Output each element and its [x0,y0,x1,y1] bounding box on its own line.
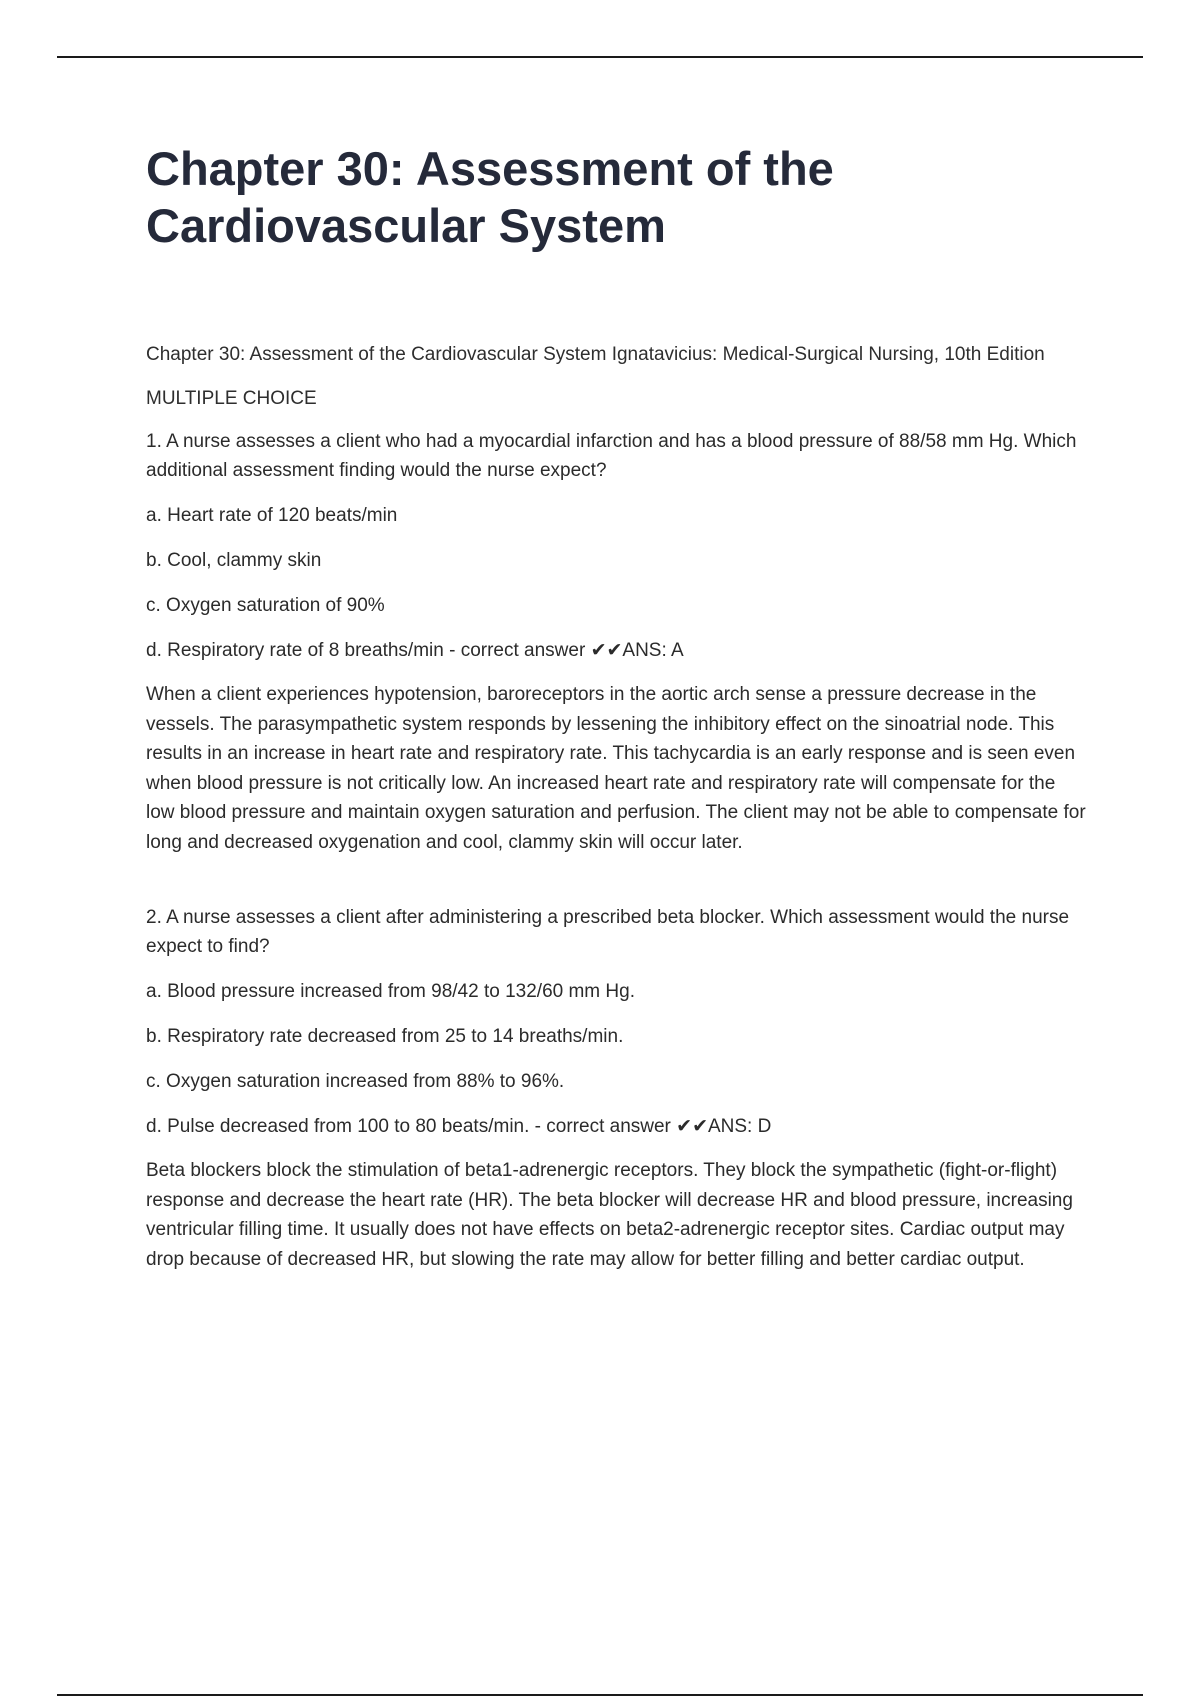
question-2 [146,903,1086,1274]
answer-note: - correct answer ✔✔ANS: D [529,1116,772,1137]
document-subtitle: Chapter 30: Assessment of the Cardiovascular System Ignatavicius: Medical-Surgical Nursing, 10th Edition [146,344,1045,365]
option-d-text: d. Respiratory rate of 8 breaths/min [146,640,444,661]
option-a: a. Heart rate of 120 beats/min [146,505,398,526]
option-c: c. Oxygen saturation of 90% [146,595,385,616]
option-c: c. Oxygen saturation increased from 88% to 96%. [146,1071,565,1092]
rationale: When a client experiences hypotension, baroreceptors in the aortic arch sense a pressure decrease in the vessels. The parasympathetic system responds by lessening the inhibitory effect on the sinoatrial node. This results in an increase in heart rate and respiratory rate. This tachycardia is an early response and is seen even when blood pressure is not critically low. An increased heart rate and respiratory rate will compensate for the low blood pressure and maintain oxygen saturation and perfusion. The client may not be able to compensate for long and decreased oxygenation and cool, clammy skin will occur later. [146,684,1086,853]
option-a: a. Blood pressure increased from 98/42 to 132/60 mm Hg. [146,981,635,1002]
section-heading: MULTIPLE CHOICE [146,388,317,409]
option-d [146,1113,1086,1141]
document-page [146,140,1086,1274]
option-d [146,637,1086,665]
answer-note: - correct answer ✔✔ANS: A [443,640,684,661]
top-rule [57,56,1143,58]
option-b: b. Cool, clammy skin [146,550,322,571]
bottom-rule [57,1694,1143,1696]
page-title: Chapter 30: Assessment of the Cardiovascular System [146,142,834,252]
question-stem: 1. A nurse assesses a client who had a myocardial infarction and has a blood pressure of 88/58 mm Hg. Which additional assessment finding would the nurse expect? [146,431,1077,481]
option-b: b. Respiratory rate decreased from 25 to 14 breaths/min. [146,1026,624,1047]
question-stem: 2. A nurse assesses a client after administering a prescribed beta blocker. Which assessment would the nurse expect to find? [146,907,1070,957]
rationale: Beta blockers block the stimulation of beta1-adrenergic receptors. They block the sympathetic (fight-or-flight) response and decrease the heart rate (HR). The beta blocker will decrease HR and blood pressure, increasing ventricular filling time. It usually does not have effects on beta2-adrenergic receptor sites. Cardiac output may drop because of decreased HR, but slowing the rate may allow for better filling and better cardiac output. [146,1160,1073,1270]
option-d-text: d. Pulse decreased from 100 to 80 beats/min. [146,1116,530,1137]
question-1 [146,427,1086,857]
